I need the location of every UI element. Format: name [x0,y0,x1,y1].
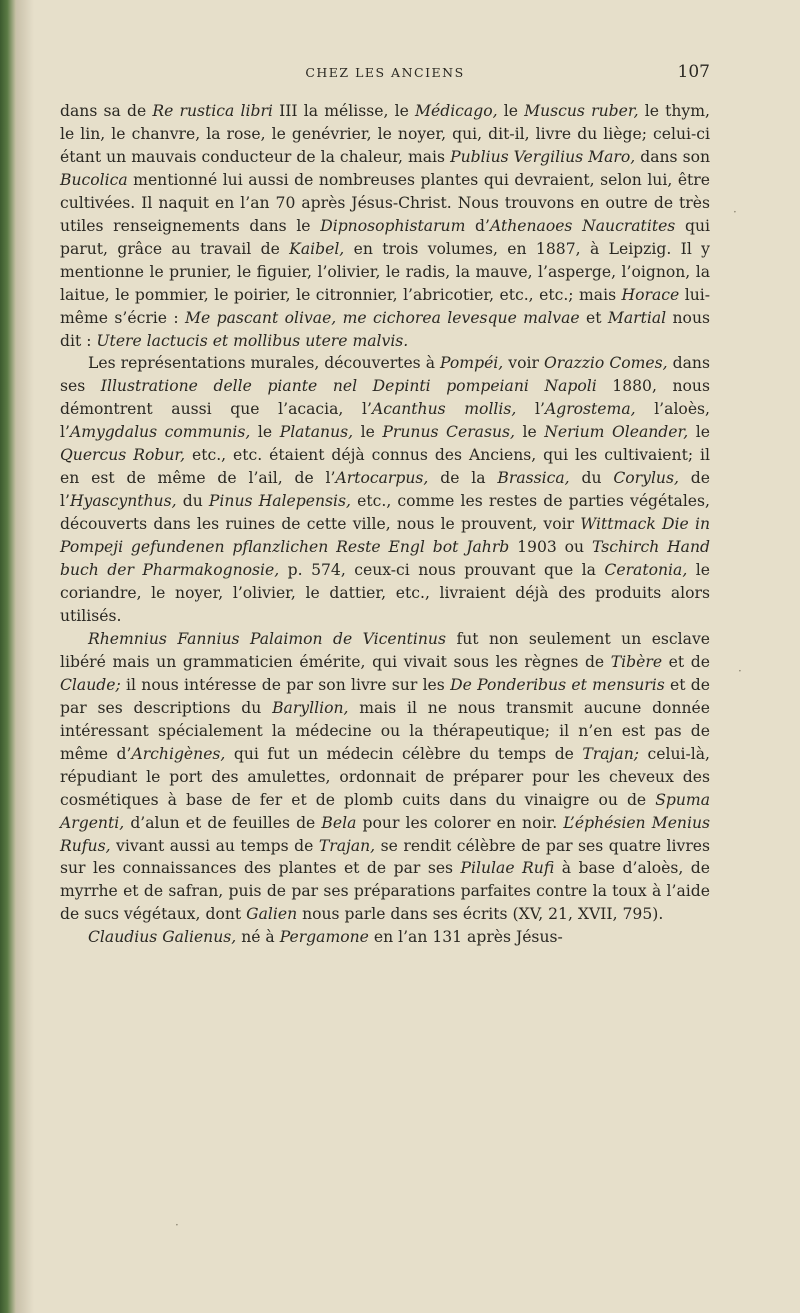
italic-text-run: Spuma Argenti, [60,790,710,832]
italic-text-run: Artocarpus, [335,469,429,488]
text-run: l’aloès, l’ [60,400,711,442]
italic-text-run: Corylus, [613,469,679,488]
italic-text-run: Acanthus mollis, [371,400,517,419]
italic-text-run: Utere lactucis et mollibus utere malvis. [96,331,409,350]
text-run: de l’ [60,469,710,511]
text-run: mentionné lui aussi de nombreuses plantes qui devraient, selon lui, être cultivées. Il naquit en l’an 70 après Jésus-Christ. Nous trouvons en outre de très utiles renseignements dans le [60,170,710,235]
running-head-title: CHEZ LES ANCIENS [305,65,465,80]
italic-text-run: Orazzio Comes, [543,354,668,373]
text-run: il nous intéresse de par son livre sur les [120,675,451,694]
text-run: p. 574, ceux-ci nous prouvant que la [279,561,605,580]
italic-text-run: Ceratonia, [604,561,688,580]
body-text [60,100,710,949]
paper-speck: · [738,664,742,678]
italic-text-run: Illustratione delle piante nel Depinti pompeiani Napoli [100,377,597,396]
italic-text-run: Pergamone [279,928,369,947]
text-run: qui parut, grâce au travail de [60,216,710,258]
italic-text-run: Rhemnius Fannius Palaimon de Vicentinus [88,629,446,648]
text-run: le [514,423,545,442]
text-run: et de [662,652,711,671]
italic-text-run: Baryllion, [272,698,349,717]
text-run: le [688,423,710,442]
paragraph [60,926,710,949]
italic-text-run: Prunus Cerasus, [382,423,515,442]
italic-text-run: Galien [246,905,298,924]
paragraph [60,100,710,352]
text-run: pour les colorer en noir. [356,813,564,832]
italic-text-run: Bucolica [60,170,128,189]
italic-text-run: Hyascynthus, [69,492,177,511]
text-run: etc., etc. étaient déjà connus des Anciens, qui les cultivaient; il en est de même de l’ail, de l’ [60,446,710,488]
paper-speck: · [175,1218,179,1232]
text-run: le thym, le lin, le chanvre, la rose, le genévrier, le noyer, qui, dit-il, livre du liège; celui-ci étant un mauvais conducteur de la chaleur, mais [60,102,710,166]
italic-text-run: Me pascant olivae, me cichorea levesque malvae [185,308,580,327]
italic-text-run: Bela [321,813,357,832]
text-run: dans son [635,147,711,166]
text-run: 1880, nous démontrent aussi que l’acacia, l’ [60,377,710,419]
italic-text-run: Horace [621,285,680,304]
paper-speck: · [733,205,737,219]
text-run: et [579,308,608,327]
text-run: etc., comme les restes de parties végétales, découverts dans les ruines de cette ville, nous le prouvent, voir [60,492,710,534]
italic-text-run: Publius Vergilius Maro, [450,147,636,166]
italic-text-run: Martial [607,308,667,327]
italic-text-run: Tibère [610,652,663,671]
text-run: le [353,423,383,442]
text-run: d’alun et de feuilles de [124,813,322,832]
text-run: du [569,469,614,488]
text-run: nous dit : [60,308,710,350]
italic-text-run: Nerium Oleander, [544,423,689,442]
text-run: de la [428,469,498,488]
paragraph [60,628,710,926]
italic-text-run: Pinus Halepensis, [208,492,351,511]
italic-text-run: De Ponderibus et mensuris [450,675,665,694]
text-run: le [250,423,280,442]
italic-text-run: Trajan, [318,836,376,855]
text-run: nous parle dans ses écrits (XV, 21, XVII, 795). [297,905,664,924]
italic-text-run: Athenaoes Naucratites [489,216,676,235]
italic-text-run: Trajan; [582,744,639,763]
book-spine-edge [0,0,16,1313]
text-run: celui-là, répudiant le port des amulettes, ordonnait de préparer pour les cheveux des cosmétiques à base de fer et de plomb cuits dans du vinaigre ou de [60,744,710,809]
page-number: 107 [677,62,710,82]
text-run: Les représentations murales, découvertes à [88,354,441,373]
text-run: voir [503,354,544,373]
italic-text-run: Pompéi, [440,354,504,373]
italic-text-run: Wittmack Die in Pompeji gefundenen pflanzlichen Reste Engl bot Jahrb [60,515,710,557]
text-run: le coriandre, le noyer, l’olivier, le dattier, etc., livraient déjà des produits alors utilisés. [60,561,710,625]
text-run: 1903 ou [509,538,592,557]
italic-text-run: L’éphésien Menius Rufus, [60,813,710,855]
text-run: III la mélisse, le [272,102,416,120]
text-run: fut non seulement un esclave libéré mais un grammaticien émérite, qui vivait sous les règnes de [60,629,710,671]
text-run: en trois volumes, en 1887, à Leipzig. Il y mentionne le prunier, le figuier, l’olivier, le radis, la mauve, l’asperge, l’oignon, la laitue, le pommier, le poirier, le citronnier, l’abricotier, etc., etc.; mais [60,239,710,304]
italic-text-run: Amygdalus communis, [69,423,251,442]
italic-text-run: Archigènes, [131,744,226,763]
running-head [60,62,710,84]
paragraph [60,352,710,627]
text-run: dans ses [60,354,710,396]
text-run: vivant aussi au temps de [110,836,319,855]
italic-text-run: Tschirch Hand buch der Pharmakognosie, [60,538,711,580]
italic-text-run: Claudius Galienus, [88,928,237,947]
italic-text-run: Pilulae Rufi [460,859,555,878]
italic-text-run: Kaibel, [289,239,345,258]
text-run: en l’an 131 après Jésus- [368,928,563,947]
italic-text-run: Muscus ruber, [524,102,639,120]
text-run: mais il ne nous transmit aucune donnée intéressant spécialement la médecine ou la thérapeutique; il n’en est pas de même d’ [60,698,710,763]
text-run: dans sa de [60,102,153,120]
text-run: et de par ses descriptions du [60,675,711,717]
italic-text-run: Brassica, [497,469,570,488]
text-run: se rendit célèbre de par ses quatre livres sur les connaissances des plantes et de par ses [60,836,711,878]
text-run: du [176,492,209,511]
text-run: lui-même s’écrie : [60,285,710,327]
italic-text-run: Dipnosophistarum [320,216,466,235]
italic-text-run: Médicago, [415,102,498,120]
text-run: à base d’aloès, de myrrhe et de safran, puis de par ses préparations parfaites contre la toux à l’aide de sucs végétaux, dont [60,859,710,924]
text-run: qui fut un médecin célèbre du temps de [225,744,583,763]
text-run: né à [236,928,280,947]
text-run: l’ [516,400,545,419]
italic-text-run: Agrostema, [544,400,636,419]
italic-text-run: Claude; [60,675,121,694]
italic-text-run: Quercus Robur, [60,446,186,465]
italic-text-run: Platanus, [279,423,354,442]
text-run: le [497,102,525,120]
italic-text-run: Re rustica libri [152,102,273,120]
gutter-shadow [16,0,34,1313]
text-run: d’ [465,216,490,235]
